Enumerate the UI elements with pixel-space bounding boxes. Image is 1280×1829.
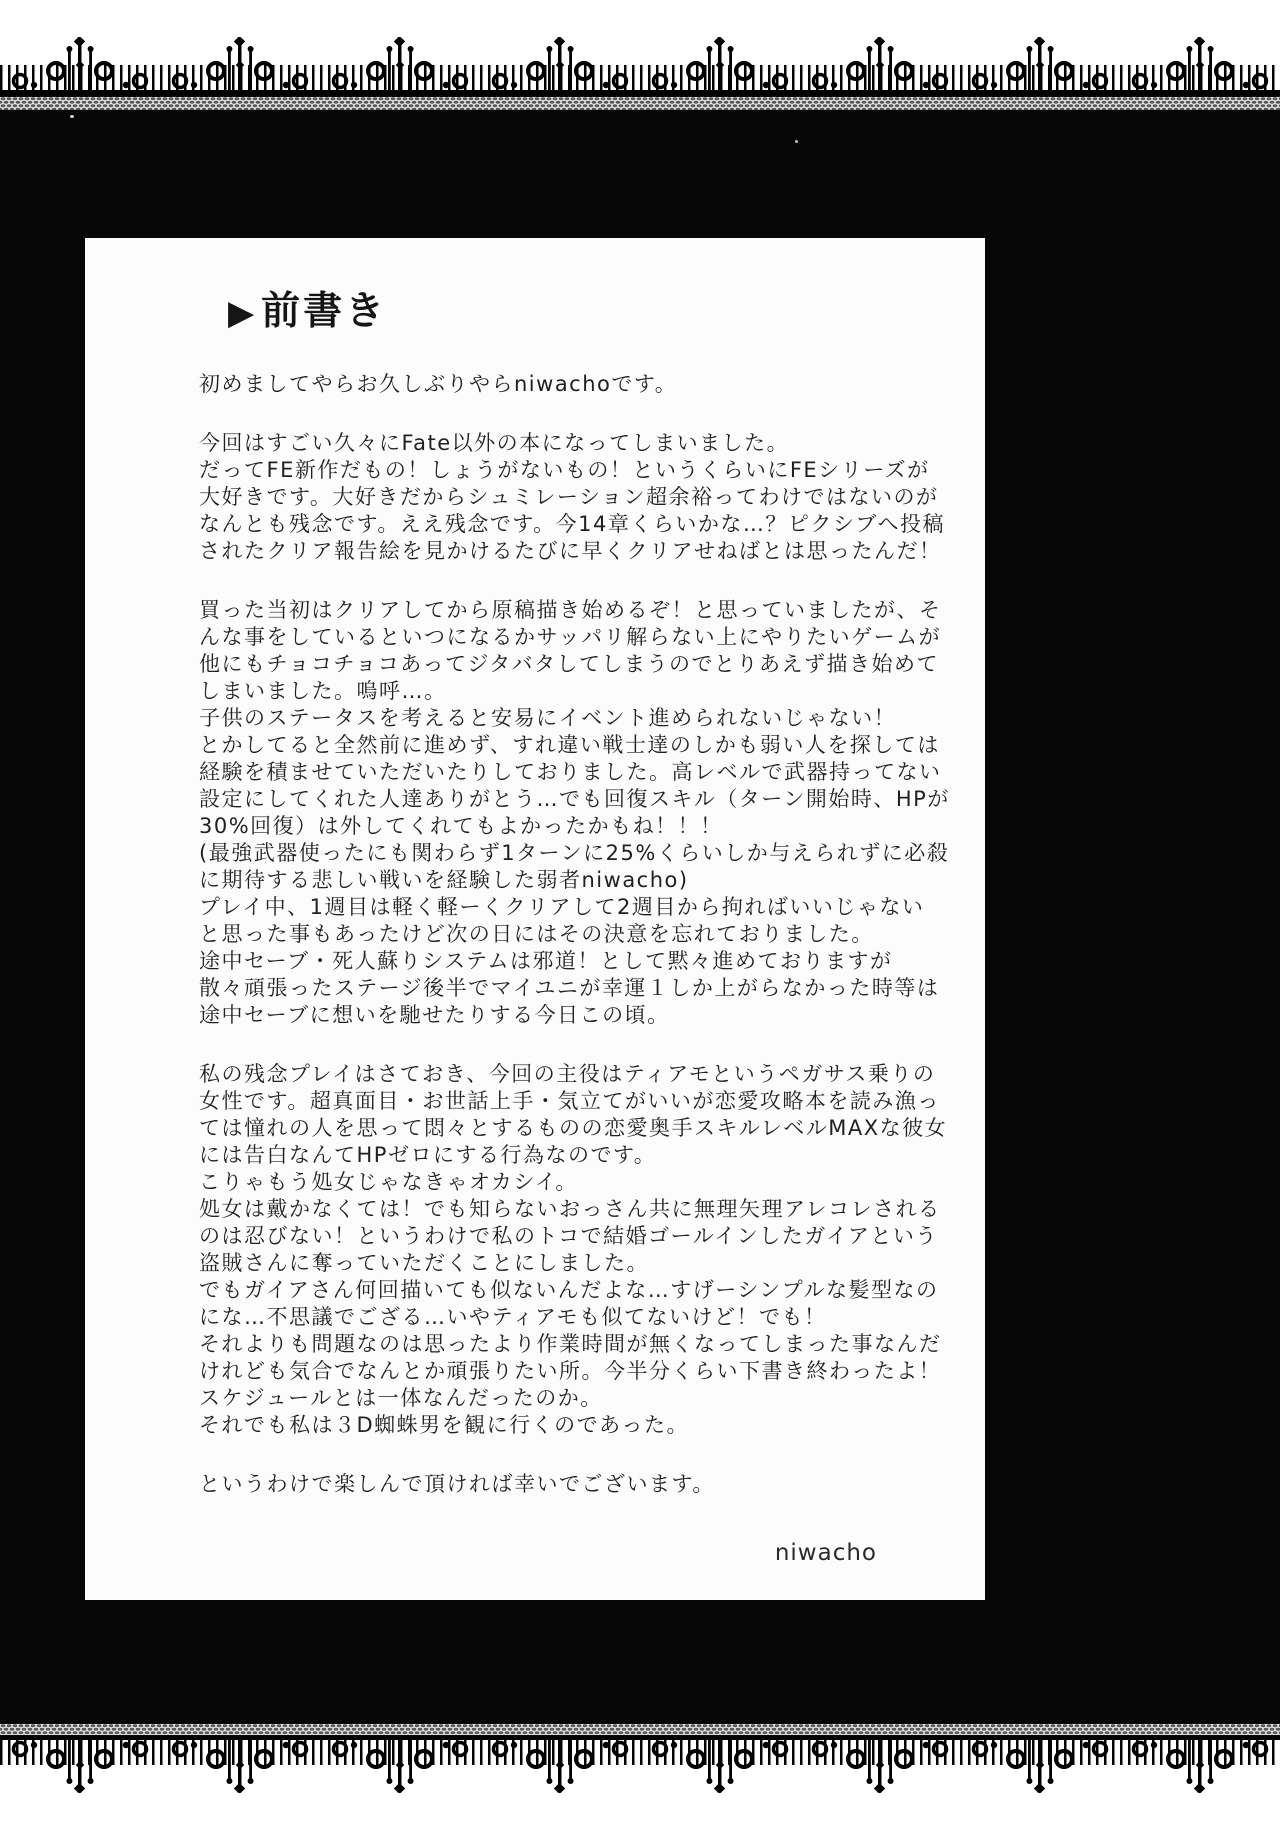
text-line: だってFE新作だもの！しょうがないもの！というくらいにFEシリーズが (199, 458, 930, 482)
paragraph (199, 430, 945, 565)
text-line: 女性です。超真面目・お世話上手・気立てがいいが恋愛攻略本を読み漁っ (199, 1089, 940, 1113)
text-line: 処女は戴かなくては！でも知らないおっさん共に無理矢理アレコレされる (199, 1197, 941, 1221)
text-line: にな…不思議でござる…いやティアモも似てないけど！でも！ (199, 1305, 827, 1329)
author-signature: niwacho (774, 1540, 877, 1566)
text-line: されたクリア報告絵を見かけるたびに早くクリアせねばとは思ったんだ！ (199, 539, 942, 563)
paragraph (199, 371, 899, 398)
text-line: でもガイアさん何回描いても似ないんだよな…すげーシンプルな髪型なの (199, 1278, 939, 1302)
dust-speck (795, 140, 798, 143)
text-line: 散々頑張ったステージ後半でマイユニが幸運１しか上がらなかった時等は (199, 976, 940, 1000)
text-line: に期待する悲しい戦いを経験した弱者niwacho) (199, 868, 689, 892)
text-line: 途中セーブに想いを馳せたりする今日この頃。 (199, 1003, 670, 1027)
text-line: 盗賊さんに奪っていただくことにしました。 (199, 1251, 649, 1275)
text-line: プレイ中、1週目は軽く軽ーくクリアして2週目から拘ればいいじゃない (199, 895, 925, 919)
text-line: 買った当初はクリアしてから原稿描き始めるぞ！と思っていましたが、そ (199, 598, 942, 622)
text-line: 設定にしてくれた人達ありがとう…でも回復スキル（ターン開始時、HPが (199, 787, 950, 811)
text-line: こりゃもう処女じゃなきゃオカシイ。 (199, 1170, 578, 1194)
text-line: 経験を積ませていただいたりしておりました。高レベルで武器持ってない (199, 760, 942, 784)
text-line: 他にもチョコチョコあってジタバタしてしまうのでとりあえず描き始めて (199, 652, 939, 676)
mesh-band-top (0, 95, 1280, 108)
text-line: んな事をしているといつになるかサッパリ解らない上にやりたいゲームが (199, 625, 942, 649)
text-line: なんとも残念です。ええ残念です。今14章くらいかな…？ピクシブへ投稿 (199, 512, 945, 536)
paragraph (199, 1061, 948, 1439)
text-line: 今回はすごい久々にFate以外の本になってしまいました。 (199, 431, 790, 455)
text-line: スケジュールとは一体なんだったのか。 (199, 1386, 603, 1410)
text-line: 子供のステータスを考えると安易にイベント進められないじゃない！ (199, 706, 897, 730)
page-title-text: 前書き (261, 289, 388, 334)
text-line: 30%回復）は外してくれてもよかったかもね！！！ (199, 814, 723, 838)
text-line: けれども気合でなんとか頑張りたい所。今半分くらい下書き終わったよ！ (199, 1359, 942, 1383)
dust-speck (70, 115, 74, 118)
paragraph (199, 1471, 899, 1498)
text-line: それよりも問題なのは思ったより作業時間が無くなってしまった事なんだ (199, 1332, 942, 1356)
paper-page (85, 238, 985, 1600)
triangle-marker-icon: ▶ (228, 293, 258, 333)
text-line: 途中セーブ・死人蘇りシステムは邪道！として黙々進めておりますが (199, 949, 893, 973)
text-line: 私の残念プレイはさておき、今回の主役はティアモというペガサス乗りの (199, 1062, 936, 1086)
bottom-border-strip (0, 1735, 1280, 1829)
text-line: には告白なんてHPゼロにする行為なのです。 (199, 1143, 657, 1167)
text-line: 初めましてやらお久しぶりやらniwachoです。 (199, 372, 678, 396)
text-line: しまいました。嗚呼…。 (199, 679, 447, 703)
page-title (228, 280, 387, 336)
text-line: (最強武器使ったにも関わらず1ターンに25%くらいしか与えられずに必殺 (199, 841, 950, 865)
lace-ornament-top (0, 37, 1280, 95)
text-line: それでも私は３D蜘蛛男を観に行くのであった。 (199, 1413, 689, 1437)
body-text (199, 371, 950, 1530)
text-line: ては憧れの人を思って悶々とするものの恋愛奥手スキルレベルMAXな彼女 (199, 1116, 948, 1140)
text-line: 大好きです。大好きだからシュミレーション超余裕ってわけではないのが (199, 485, 939, 509)
lace-ornament-bottom (0, 1735, 1280, 1793)
text-line: とかしてると全然前に進めず、すれ違い戦士達のしかも弱い人を探しては (199, 733, 940, 757)
paragraph (199, 597, 950, 1029)
mesh-band-bottom (0, 1722, 1280, 1735)
top-border-strip (0, 0, 1280, 95)
text-line: のは忍びない！というわけで私のトコで結婚ゴールインしたガイアという (199, 1224, 938, 1248)
text-line: と思った事もあったけど次の日にはその決意を忘れておりました。 (199, 922, 874, 946)
text-line: というわけで楽しんで頂ければ幸いでございます。 (199, 1472, 715, 1496)
